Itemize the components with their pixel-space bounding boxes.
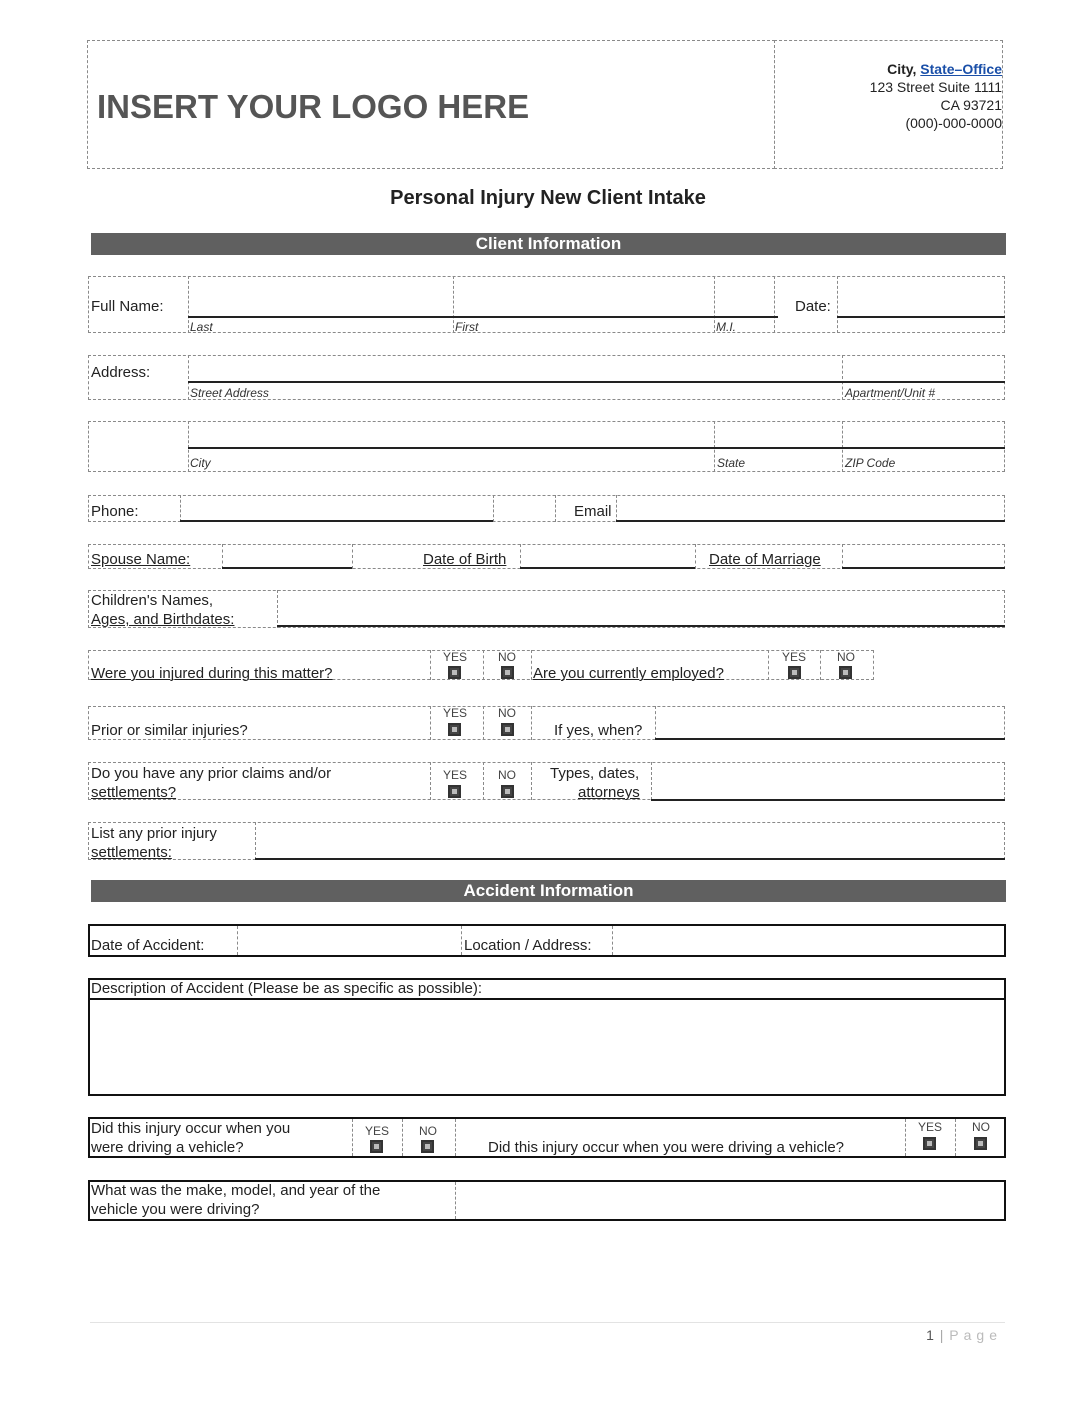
employed-no-checkbox[interactable]: [839, 666, 852, 679]
no-label: NO: [498, 650, 516, 664]
divider: [651, 762, 652, 800]
claims-yes-checkbox[interactable]: [448, 785, 461, 798]
date-label: Date:: [795, 298, 831, 315]
divider: [222, 544, 223, 569]
date-input[interactable]: [840, 295, 1000, 315]
divider: [180, 495, 181, 522]
claims-question-1: Do you have any prior claims and/or: [91, 765, 332, 782]
office-city-line: [870, 60, 1002, 78]
children-underline: [277, 625, 1005, 627]
page-footer: [926, 1327, 1002, 1343]
divider: [531, 650, 532, 680]
address-underline: [188, 381, 1005, 383]
divider: [237, 926, 238, 955]
office-state: CA 93721: [940, 97, 1002, 113]
client-info-heading: Client Information: [91, 233, 1006, 255]
dom-input[interactable]: [845, 547, 1003, 567]
phone-underline: [180, 520, 493, 522]
if-yes-when-label: If yes, when?: [554, 722, 643, 739]
claims-details-input[interactable]: [654, 777, 1002, 797]
spouse-label: Spouse Name:: [91, 551, 191, 568]
office-link[interactable]: State–Office: [920, 61, 1002, 77]
dom-label: Date of Marriage: [709, 551, 821, 568]
divider: [483, 762, 484, 800]
location-label: Location / Address:: [464, 937, 592, 954]
divider: [768, 650, 769, 680]
divider: [188, 355, 189, 400]
yes-label: YES: [442, 706, 467, 720]
employed-yes-checkbox[interactable]: [788, 666, 801, 679]
types-label-2: attorneys: [578, 784, 640, 801]
divider: [455, 1119, 456, 1156]
yes-label: YES: [781, 650, 806, 664]
apt-sub-label: Apartment/Unit #: [845, 386, 936, 400]
list-prior-label-2: settlements:: [91, 844, 172, 861]
zip-sub-label: ZIP Code: [845, 456, 896, 470]
office-info: [870, 60, 1002, 132]
prior-when-underline: [655, 738, 1005, 740]
types-label-1: Types, dates,: [550, 765, 640, 782]
divider: [612, 926, 613, 955]
office-phone: (000)-000-0000: [905, 115, 1002, 131]
divider: [842, 355, 843, 400]
dom-underline: [842, 567, 1005, 569]
driving-question-2: were driving a vehicle?: [91, 1139, 244, 1156]
page-number: 1: [926, 1327, 935, 1343]
office-city: City,: [887, 61, 921, 77]
claims-details-underline: [651, 799, 1005, 801]
page-word: Page: [949, 1327, 1002, 1343]
divider: [483, 650, 484, 680]
divider: [430, 706, 431, 740]
first-sub-label: First: [455, 320, 479, 334]
children-label-2: Ages, and Birthdates:: [91, 611, 235, 628]
location-input[interactable]: [615, 932, 1002, 952]
middle-initial-input[interactable]: [716, 295, 771, 315]
address-label: Address:: [91, 364, 151, 381]
divider: [461, 926, 462, 955]
yes-label: YES: [917, 1120, 942, 1134]
claims-no-checkbox[interactable]: [501, 785, 514, 798]
street-sub-label: Street Address: [190, 386, 269, 400]
vehicle-input[interactable]: [458, 1190, 1002, 1210]
divider: [531, 762, 532, 800]
prior-when-input[interactable]: [658, 716, 1002, 736]
vehicle-question-1: What was the make, model, and year of the: [91, 1182, 381, 1199]
form-title: Personal Injury New Client Intake: [390, 187, 706, 209]
full-name-label: Full Name:: [91, 298, 164, 315]
zip-input[interactable]: [845, 425, 1003, 445]
injured-yes-checkbox[interactable]: [448, 666, 461, 679]
name-underline: [188, 316, 778, 318]
page-separator: |: [934, 1327, 950, 1343]
divider: [352, 544, 353, 569]
city-input[interactable]: [190, 425, 710, 445]
description-textarea[interactable]: [88, 998, 1006, 1096]
divider: [714, 276, 715, 333]
mi-sub-label: M.I.: [716, 320, 736, 334]
driving-right-yes-checkbox[interactable]: [923, 1137, 936, 1150]
no-label: NO: [972, 1120, 990, 1134]
list-prior-label-1: List any prior injury: [91, 825, 217, 842]
divider: [453, 276, 454, 333]
driving-yes-checkbox[interactable]: [370, 1140, 383, 1153]
phone-input[interactable]: [183, 499, 490, 519]
email-underline: [616, 520, 1005, 522]
office-street: 123 Street Suite 1111: [869, 79, 1002, 95]
divider: [402, 1119, 403, 1156]
accident-date-input[interactable]: [240, 932, 458, 952]
dob-label: Date of Birth: [423, 551, 507, 568]
apartment-input[interactable]: [845, 360, 1003, 380]
claims-question-2: settlements?: [91, 784, 177, 801]
employed-question: Are you currently employed?: [533, 665, 724, 682]
divider: [455, 1182, 456, 1219]
street-address-input[interactable]: [190, 360, 838, 380]
divider: [430, 650, 431, 680]
divider: [774, 276, 775, 333]
divider: [188, 276, 189, 333]
divider: [955, 1119, 956, 1156]
injured-no-checkbox[interactable]: [501, 666, 514, 679]
prior-yes-checkbox[interactable]: [448, 723, 461, 736]
divider: [837, 276, 838, 333]
yes-label: YES: [364, 1124, 389, 1138]
driving-no-checkbox[interactable]: [421, 1140, 434, 1153]
injured-question: Were you injured during this matter?: [91, 665, 333, 682]
state-input[interactable]: [717, 425, 837, 445]
divider: [905, 1119, 906, 1156]
date-underline: [837, 316, 1005, 318]
divider: [531, 706, 532, 740]
no-label: NO: [419, 1124, 437, 1138]
no-label: NO: [837, 650, 855, 664]
list-prior-input[interactable]: [258, 836, 1002, 856]
divider: [695, 544, 696, 569]
email-label: Email: [574, 503, 612, 520]
divider: [255, 822, 256, 860]
no-label: NO: [498, 768, 516, 782]
divider: [430, 762, 431, 800]
no-label: NO: [498, 706, 516, 720]
divider: [655, 706, 656, 740]
email-input[interactable]: [619, 499, 1002, 519]
footer-rule: [90, 1322, 1005, 1323]
divider: [352, 1119, 353, 1156]
dob-underline: [520, 567, 695, 569]
logo-placeholder-text: INSERT YOUR LOGO HERE: [97, 88, 530, 125]
dob-input[interactable]: [523, 547, 692, 567]
children-label-1: Children's Names,: [91, 592, 214, 609]
divider: [555, 495, 556, 522]
phone-label: Phone:: [91, 503, 139, 520]
prior-no-checkbox[interactable]: [501, 723, 514, 736]
spouse-name-input[interactable]: [225, 547, 349, 567]
divider: [820, 650, 821, 680]
accident-info-heading: Accident Information: [91, 880, 1006, 902]
last-sub-label: Last: [190, 320, 213, 334]
first-name-input[interactable]: [455, 295, 710, 315]
divider: [520, 544, 521, 569]
driving-right-no-checkbox[interactable]: [974, 1137, 987, 1150]
accident-date-label: Date of Accident:: [91, 937, 205, 954]
children-input[interactable]: [280, 603, 1002, 623]
description-label: Description of Accident (Please be as specific as possible):: [91, 980, 483, 997]
driving-question-1: Did this injury occur when you: [91, 1120, 291, 1137]
state-sub-label: State: [717, 456, 746, 470]
city-underline: [188, 447, 1005, 449]
yes-label: YES: [442, 650, 467, 664]
divider: [493, 495, 494, 522]
spouse-underline: [222, 567, 352, 569]
divider: [842, 544, 843, 569]
divider: [616, 495, 617, 522]
divider: [483, 706, 484, 740]
list-prior-underline: [255, 858, 1005, 860]
driving-question-right: Did this injury occur when you were driving a vehicle?: [488, 1139, 845, 1156]
city-sub-label: City: [190, 456, 211, 470]
vehicle-question-2: vehicle you were driving?: [91, 1201, 260, 1218]
divider: [277, 590, 278, 628]
yes-label: YES: [442, 768, 467, 782]
last-name-input[interactable]: [190, 295, 450, 315]
prior-injuries-question: Prior or similar injuries?: [91, 722, 248, 739]
